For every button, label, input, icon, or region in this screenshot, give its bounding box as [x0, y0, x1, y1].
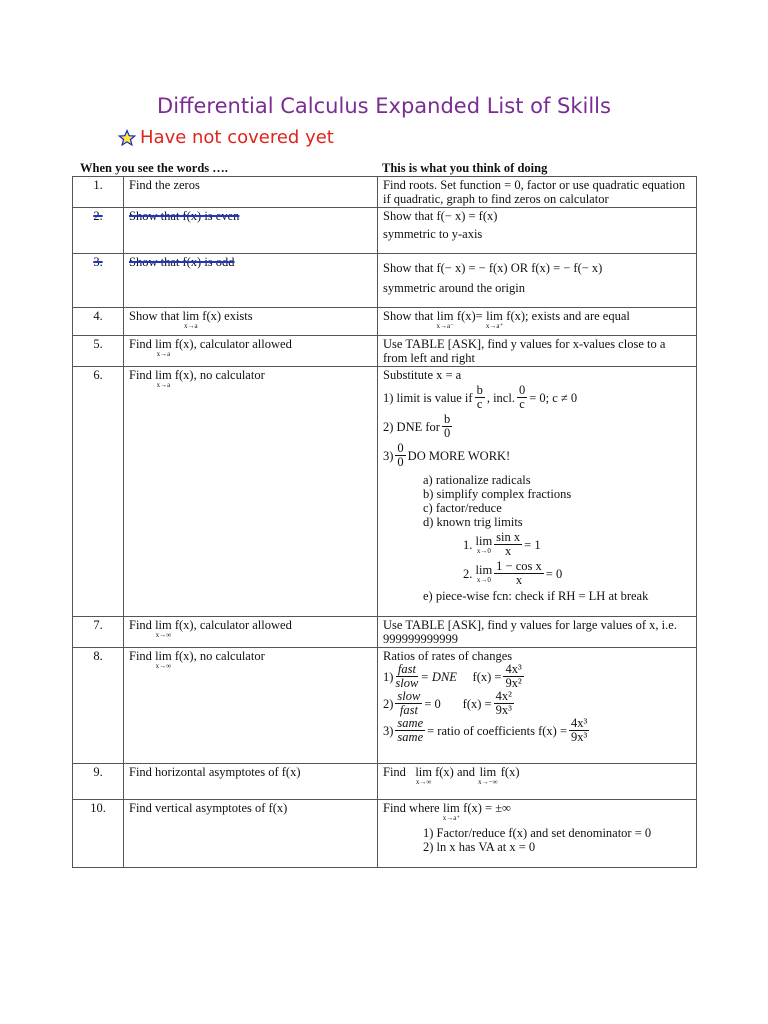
row-right: Find lim x→∞ f(x) and lim x→−∞ f(x)	[378, 764, 697, 800]
row-number: 4.	[73, 308, 124, 336]
legend-text: Have not covered yet	[140, 127, 334, 148]
row-left: Find the zeros	[124, 177, 378, 208]
table-row	[73, 208, 697, 254]
row-number: 5.	[73, 336, 124, 367]
table-row	[73, 617, 697, 648]
table-row	[73, 648, 697, 764]
row-right: Use TABLE [ASK], find y values for x-values close to a from left and right	[378, 336, 697, 367]
row-number: 6.	[73, 367, 124, 617]
row-number: 1.	[73, 177, 124, 208]
row-number: 10.	[73, 800, 124, 868]
row-number: 8.	[73, 648, 124, 764]
table-row	[73, 764, 697, 800]
page-title: Differential Calculus Expanded List of Skills	[157, 94, 611, 118]
row-number: 3.	[73, 254, 124, 308]
row-right: Find roots. Set function = 0, factor or use quadratic equation if quadratic, graph to find zeros on calculator	[378, 177, 697, 208]
row-left: Show that lim x→a f(x) exists	[124, 308, 378, 336]
row-left	[124, 254, 378, 308]
star-icon	[118, 129, 136, 147]
row-left: Find vertical asymptotes of f(x)	[124, 800, 378, 868]
row-right: Substitute x = a 1) limit is value if $\frac{b}{c}$ , incl. $\frac{0}{c}$ = 0; c ≠ 0 2) DNE for $\frac{b}{0}$ 3) $\frac{0}{0}$ DO MORE WORK! a) rationalize radicals b) simplify complex fractions c) factor/reduce d) known trig limits 1. lim x→0 $\frac{\text{sin x}}{x}$ = 1 2. lim x→0 $\frac{\text{1 − cos x}}{x}$ = 0 e) piece-wise fcn: check if RH = LH at break	[378, 367, 697, 617]
row-number: 2.	[73, 208, 124, 254]
row-right: Show that f(− x) = f(x) symmetric to y-axis	[378, 208, 697, 254]
row-left	[124, 208, 378, 254]
skills-table	[72, 176, 697, 868]
row-right: Find where lim x→a⁺ f(x) = ±∞ 1) Factor/reduce f(x) and set denominator = 0 2) ln x has VA at x = 0	[378, 800, 697, 868]
row-left: Find lim x→a f(x), calculator allowed	[124, 336, 378, 367]
table-row	[73, 367, 697, 617]
table-row	[73, 800, 697, 868]
row-number: 7.	[73, 617, 124, 648]
row-number: 9.	[73, 764, 124, 800]
row-right: Show that lim x→a⁻ f(x)= lim x→a⁺ f(x); exists and are equal	[378, 308, 697, 336]
struck-skill: Show that f(x) is even	[129, 209, 240, 223]
row-left: Find horizontal asymptotes of f(x)	[124, 764, 378, 800]
header-left: When you see the words ….	[80, 161, 228, 175]
table-row	[73, 336, 697, 367]
table-row	[73, 177, 697, 208]
row-left: Find lim x→∞ f(x), calculator allowed	[124, 617, 378, 648]
legend	[118, 127, 334, 148]
struck-skill: Show that f(x) is odd	[129, 255, 235, 269]
table-row	[73, 308, 697, 336]
row-right: Use TABLE [ASK], find y values for large values of x, i.e. 999999999999	[378, 617, 697, 648]
row-right: Show that f(− x) = − f(x) OR f(x) = − f(− x) symmetric around the origin	[378, 254, 697, 308]
header-right: This is what you think of doing	[382, 161, 548, 175]
row-right: Ratios of rates of changes 1) $\frac{\text{fast}}{\text{slow}}$ = DNE f(x) = $\frac{\text{4x³}}{\text{9x²}}$ 2) $\frac{\text{slow}}{\text{fast}}$ = 0 f(x) = $\frac{\text{4x²}}{\text{9x³}}$ 3) $\frac{\text{same}}{\text{same}}$ = ratio of coefficients f(x) = $\frac{\text{4x³}}{\text{9x³}}$	[378, 648, 697, 764]
table-row	[73, 254, 697, 308]
row-left: Find lim x→a f(x), no calculator	[124, 367, 378, 617]
row-left: Find lim x→∞ f(x), no calculator	[124, 648, 378, 764]
